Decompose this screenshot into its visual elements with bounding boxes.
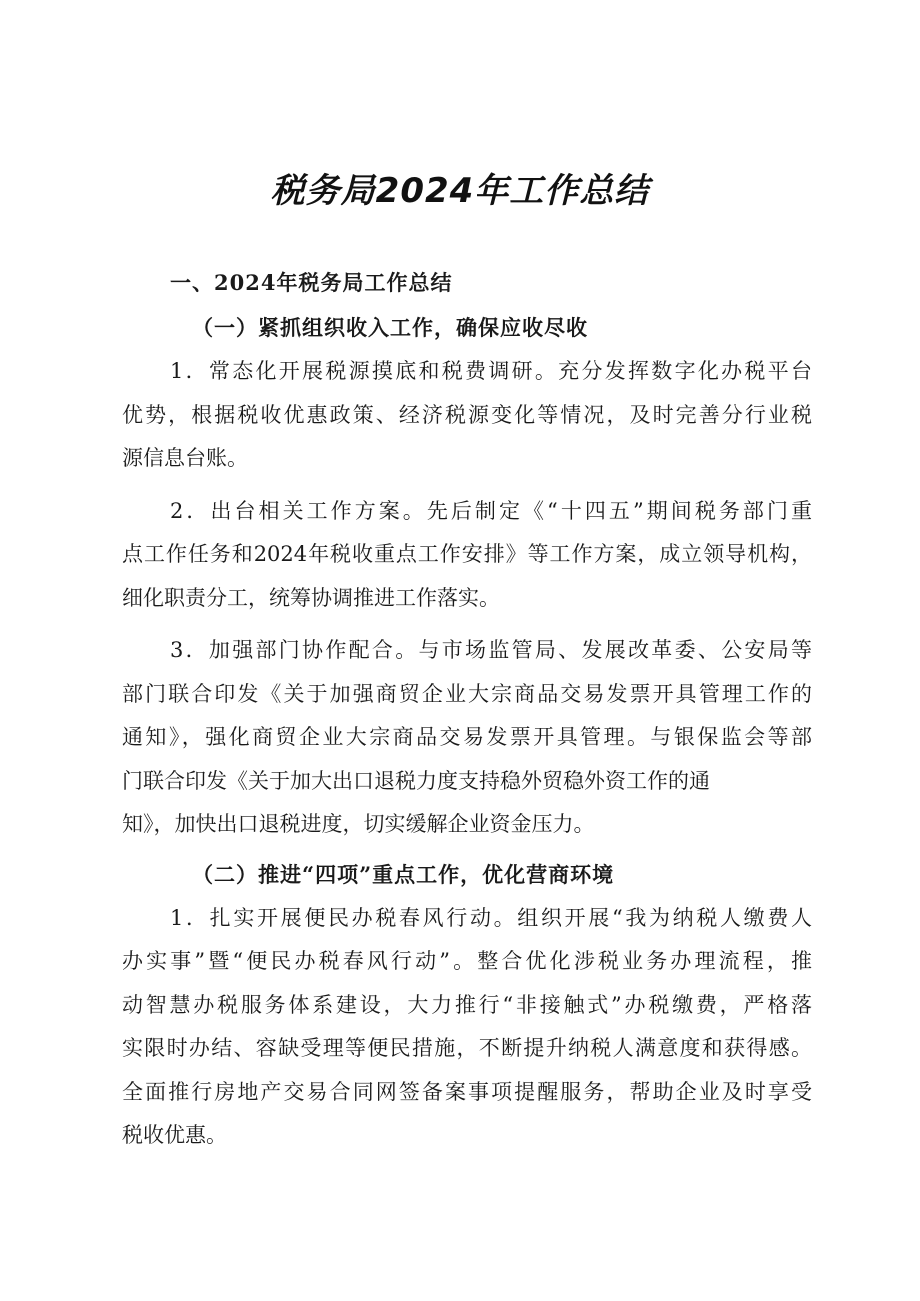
document-body (122, 262, 812, 1167)
paragraph-line: 通知》，强化商贸企业大宗商品交易发票开具管理。与银保监会等部 (122, 725, 812, 749)
paragraph-line: 知》，加快出口退税进度，切实缓解企业资金压力。 (122, 812, 595, 836)
paragraph (122, 490, 812, 621)
paragraph-line: 部门联合印发《关于加强商贸企业大宗商品交易发票开具管理工作的 (122, 681, 812, 706)
paragraph-line: 1．扎实开展便民办税春风行动。组织开展“我为纳税人缴费人 (170, 905, 812, 930)
section-heading: 一、2024年税务局工作总结 (170, 270, 453, 295)
paragraph-line: 办实事”暨“便民办税春风行动”。整合优化涉税业务办理流程，推 (122, 949, 812, 973)
paragraph-line: 优势，根据税收优惠政策、经济税源变化等情况，及时完善分行业税 (122, 402, 812, 427)
paragraph-line: 门联合印发《关于加大出口退税力度支持稳外贸稳外资工作的通 (122, 768, 710, 793)
paragraph-line: 税收优惠。 (122, 1123, 227, 1147)
document-title: 税务局2024年工作总结 (270, 171, 650, 211)
paragraph-line: 动智慧办税服务体系建设，大力推行“非接触式”办税缴费，严格落 (122, 992, 812, 1017)
subsection-heading: （一）紧抓组织收入工作，确保应收尽收 (192, 315, 588, 340)
paragraph-line: 源信息台账。 (122, 446, 248, 470)
paragraph-line: 3．加强部门协作配合。与市场监管局、发展改革委、公安局等 (170, 638, 812, 662)
paragraph (122, 350, 812, 481)
paragraph (122, 897, 812, 1158)
subsection-heading: （二）推进“四项”重点工作，优化营商环境 (192, 861, 615, 887)
paragraph (122, 629, 812, 847)
paragraph-line: 2．出台相关工作方案。先后制定《“十四五”期间税务部门重 (170, 498, 812, 523)
paragraph-line: 实限时办结、容缺受理等便民措施，不断提升纳税人满意度和获得感。 (122, 1036, 812, 1060)
paragraph-line: 全面推行房地产交易合同网签备案事项提醒服务，帮助企业及时享受 (122, 1079, 812, 1104)
paragraph-line: 细化职责分工，统筹协调推进工作落实。 (122, 585, 500, 610)
paragraph-line: 1．常态化开展税源摸底和税费调研。充分发挥数字化办税平台 (170, 359, 812, 383)
paragraph-line: 点工作任务和2024年税收重点工作安排》等工作方案，成立领导机构， (122, 542, 812, 566)
